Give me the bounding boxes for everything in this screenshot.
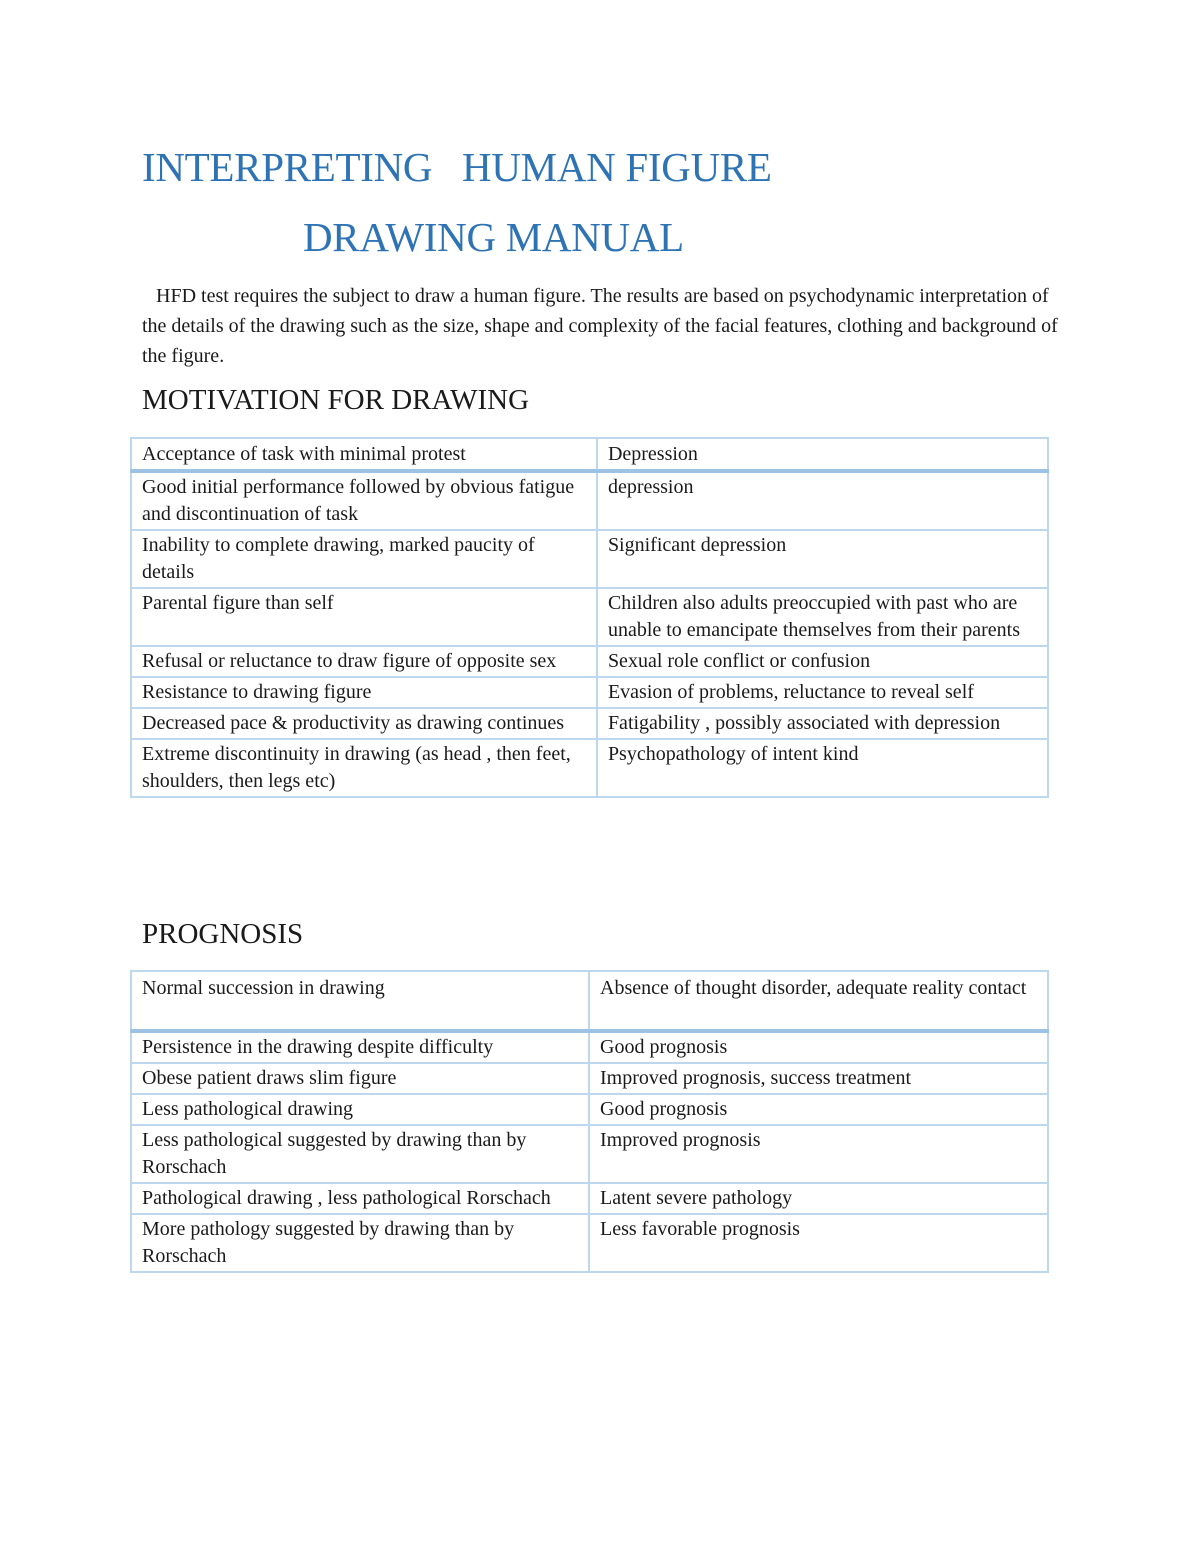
- table-cell: Evasion of problems, reluctance to reveal self: [597, 677, 1048, 708]
- table-cell: Improved prognosis, success treatment: [589, 1063, 1048, 1094]
- table-cell: Less pathological suggested by drawing than by Rorschach: [131, 1125, 589, 1183]
- table-cell: depression: [597, 471, 1048, 530]
- table-cell: Pathological drawing , less pathological Rorschach: [131, 1183, 589, 1214]
- table-row: [131, 1214, 1048, 1272]
- table-row: [131, 739, 1048, 797]
- table-row: [131, 530, 1048, 588]
- motivation-table: [130, 437, 1049, 798]
- table-cell: Resistance to drawing figure: [131, 677, 597, 708]
- intro-paragraph: HFD test requires the subject to draw a human figure. The results are based on psychodynamic interpretation of the details of the drawing such as the size, shape and complexity of the facial features, clothing and background of the figure.: [142, 285, 1058, 367]
- table-cell: Good initial performance followed by obvious fatigue and discontinuation of task: [131, 471, 597, 530]
- table-cell: Less favorable prognosis: [589, 1214, 1048, 1272]
- table-row: [131, 1125, 1048, 1183]
- table-cell: Normal succession in drawing: [131, 971, 589, 1031]
- table-row: [131, 1183, 1048, 1214]
- prognosis-table: [130, 970, 1049, 1273]
- document-title-line-2: DRAWING MANUAL: [303, 214, 684, 260]
- table-cell: Fatigability , possibly associated with depression: [597, 708, 1048, 739]
- table-cell: Absence of thought disorder, adequate reality contact: [589, 971, 1048, 1031]
- table-cell: Good prognosis: [589, 1031, 1048, 1063]
- table-cell: Decreased pace & productivity as drawing continues: [131, 708, 597, 739]
- table-cell: Significant depression: [597, 530, 1048, 588]
- table-cell: Persistence in the drawing despite difficulty: [131, 1031, 589, 1063]
- table-cell: Parental figure than self: [131, 588, 597, 646]
- table-cell: Children also adults preoccupied with past who are unable to emancipate themselves from their parents: [597, 588, 1048, 646]
- table-cell: Improved prognosis: [589, 1125, 1048, 1183]
- table-row: [131, 971, 1048, 1031]
- table-row: [131, 471, 1048, 530]
- table-cell: Less pathological drawing: [131, 1094, 589, 1125]
- table-row: [131, 1094, 1048, 1125]
- table-cell: Refusal or reluctance to draw figure of opposite sex: [131, 646, 597, 677]
- table-row: [131, 677, 1048, 708]
- table-row: [131, 708, 1048, 739]
- table-cell: Good prognosis: [589, 1094, 1048, 1125]
- table-row: [131, 1063, 1048, 1094]
- table-row: [131, 438, 1048, 471]
- table-row: [131, 588, 1048, 646]
- table-cell: Extreme discontinuity in drawing (as head , then feet, shoulders, then legs etc): [131, 739, 597, 797]
- document-title-line-1: INTERPRETING HUMAN FIGURE: [142, 144, 772, 190]
- table-cell: More pathology suggested by drawing than by Rorschach: [131, 1214, 589, 1272]
- table-row: [131, 646, 1048, 677]
- table-cell: Inability to complete drawing, marked paucity of details: [131, 530, 597, 588]
- section-heading-prognosis: PROGNOSIS: [142, 918, 304, 950]
- table-cell: Sexual role conflict or confusion: [597, 646, 1048, 677]
- table-cell: Psychopathology of intent kind: [597, 739, 1048, 797]
- table-row: [131, 1031, 1048, 1063]
- table-cell: Obese patient draws slim figure: [131, 1063, 589, 1094]
- table-cell: Depression: [597, 438, 1048, 471]
- table-cell: Acceptance of task with minimal protest: [131, 438, 597, 471]
- section-heading-motivation: MOTIVATION FOR DRAWING: [142, 384, 530, 416]
- table-cell: Latent severe pathology: [589, 1183, 1048, 1214]
